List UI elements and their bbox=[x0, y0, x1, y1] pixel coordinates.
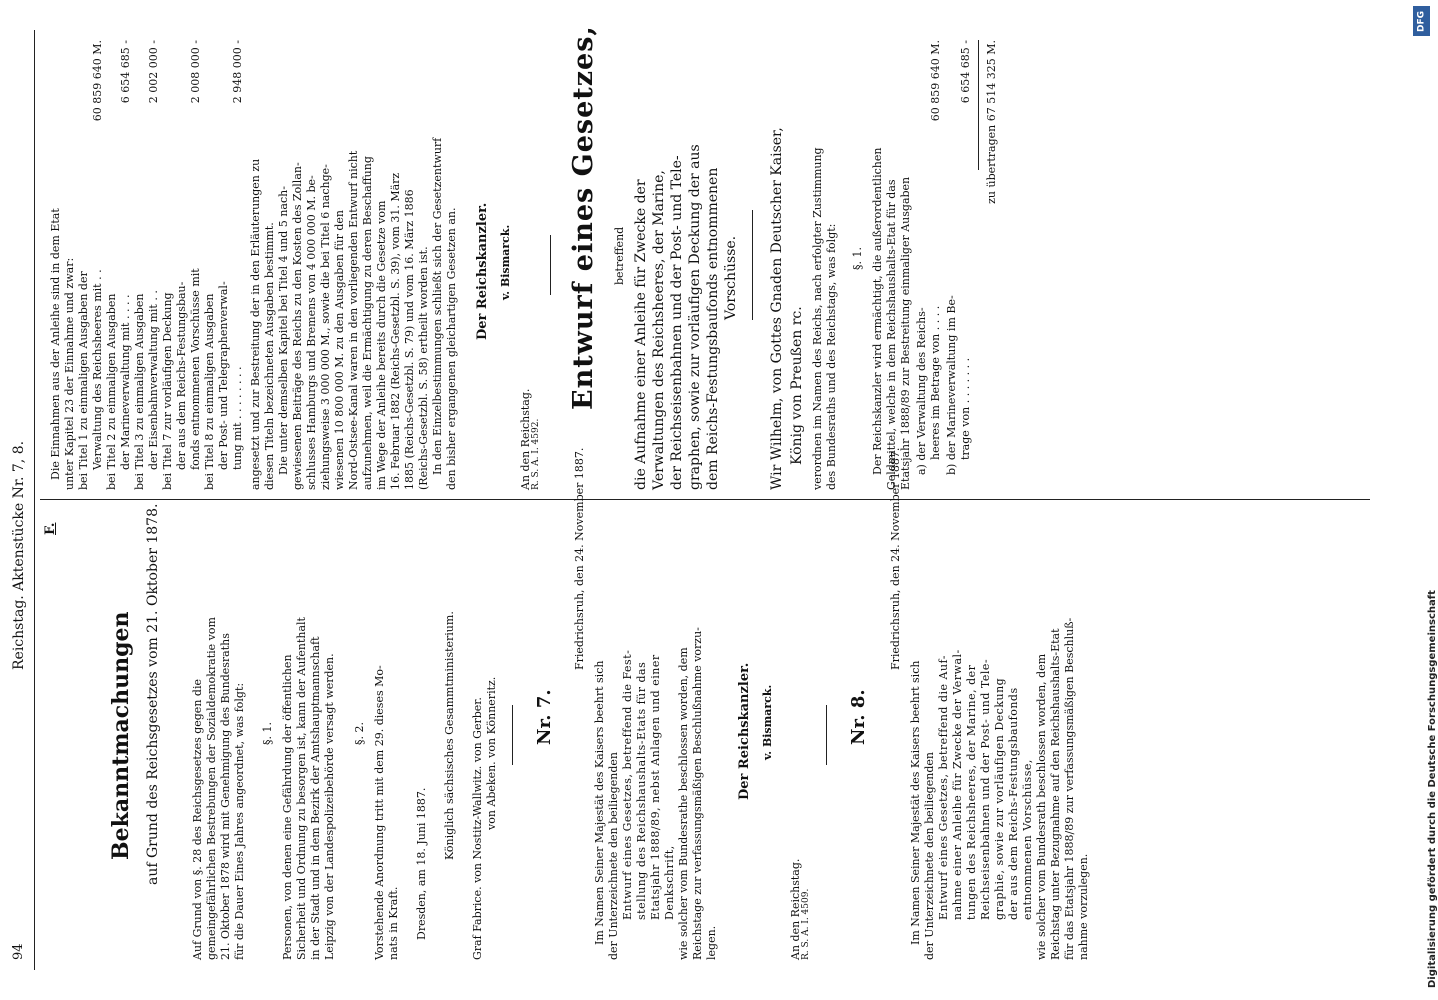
page-number: 94 bbox=[11, 943, 26, 960]
nr7-addressee: An den Reichstag. bbox=[789, 858, 802, 960]
nr8-heading: Nr. 8. bbox=[848, 689, 869, 745]
paragraph-1-line: Leipzig von der Landespolizeibehörde versagt werden. bbox=[323, 653, 336, 960]
nr8-body-line: wie solcher vom Bundesrath beschlossen worden, dem bbox=[1035, 653, 1048, 960]
nr7-body-line: stellung des Reichshaushalts-Etats für das bbox=[635, 661, 648, 920]
right-body-line: aufzunehmen, weil die Ermächtigung zu deren Beschaffung bbox=[361, 156, 374, 490]
loan-item-text: der Marineverwaltung mit . . . . bbox=[119, 294, 132, 470]
signatories: Graf Fabrice. von Nostitz-Wallwitz. von Gerber. bbox=[471, 697, 484, 960]
loan-item-text: bei Titel 2 zu einmaligen Ausgaben bbox=[105, 293, 118, 490]
paragraph-1-line: Personen, von denen eine Gefährdung der öffentlichen bbox=[281, 654, 294, 960]
right-signer: v. Bismarck. bbox=[499, 224, 512, 300]
nr8-body-line: nahme vorzulegen. bbox=[1077, 853, 1090, 960]
separator-rule bbox=[826, 705, 827, 765]
loan-item-text: fonds entnommenen Vorschüsse mit bbox=[189, 268, 202, 470]
section-1-item: trage von . . . . . . . bbox=[959, 357, 972, 460]
draft-subject-line: Verwaltungen des Reichsheeres, der Marine, bbox=[651, 170, 667, 490]
section-1-amount: 60 859 640 M. bbox=[929, 40, 942, 122]
draft-subject-line: der Reichseisenbahnen und der Post- und Tele- bbox=[669, 155, 685, 490]
nr7-body-line: Denkschrift, bbox=[663, 845, 676, 920]
section-1-line: Geldmittel, welche in dem Reichshaushalts-Etat für das bbox=[885, 179, 898, 490]
signatories: von Abeken. von Könneritz. bbox=[485, 676, 498, 830]
section-1-item: b) der Marineverwaltung im Be- bbox=[945, 295, 958, 475]
nr8-body-line: der Unterzeichnete den beiliegenden bbox=[923, 752, 936, 960]
draft-subject-line: dem Reichs-Festungsbaufonds entnommenen bbox=[705, 167, 721, 490]
loan-item-text: Verwaltung des Reichsheeres mit . . bbox=[91, 269, 104, 470]
section-1-line: Der Reichskanzler wird ermächtigt, die außerordentlichen bbox=[871, 147, 884, 475]
section-1-amount: 6 654 685 - bbox=[959, 40, 972, 104]
right-body-line: 16. Februar 1882 (Reichs-Gesetzbl. S. 39), vom 31. März bbox=[389, 172, 402, 490]
right-addressee: An den Reichstag. bbox=[519, 388, 532, 490]
right-body-line: ziehungsweise 3 000 000 M., sowie die bei Titel 6 nachge- bbox=[319, 164, 332, 490]
draft-subject-line: die Aufnahme einer Anleihe für Zwecke der bbox=[633, 179, 649, 490]
paragraph-1-heading: §. 1. bbox=[261, 722, 274, 745]
section-1-heading: §. 1. bbox=[851, 247, 864, 270]
loan-item-text: bei Titel 1 zu einmaligen Ausgaben der bbox=[77, 271, 90, 490]
right-body-line: angesetzt und zur Bestreitung der in den Erläuterungen zu bbox=[249, 158, 262, 490]
section-1-item: a) der Verwaltung des Reichs- bbox=[915, 307, 928, 475]
paragraph-1-line: in der Stadt und in dem Bezirk der Amtshauptmannschaft bbox=[309, 636, 322, 960]
column-divider bbox=[40, 499, 1370, 500]
enacting-formula: König von Preußen rc. bbox=[789, 306, 805, 465]
right-intro-line: Die Einnahmen aus der Anleihe sind in dem Etat bbox=[49, 208, 62, 480]
dfg-logo: DFG bbox=[1413, 6, 1430, 36]
loan-item-text: tung mit . . . . . . . . bbox=[231, 366, 244, 470]
separator-rule bbox=[550, 235, 551, 295]
right-body-line: wiesenen 10 800 000 M. zu den Ausgaben für den bbox=[333, 210, 346, 490]
section-1-item: heeres im Betrage von . . . . bbox=[929, 305, 942, 460]
separator-rule bbox=[752, 210, 753, 320]
nr7-signer: v. Bismarck. bbox=[761, 684, 774, 760]
nr7-body-line: der Unterzeichnete den beiliegenden bbox=[607, 752, 620, 960]
nr8-body-line: nahme einer Anleihe für Zwecke der Verwal- bbox=[951, 649, 964, 920]
enacting-formula: des Bundesraths und des Reichstags, was folgt: bbox=[825, 223, 838, 490]
nr7-heading: Nr. 7. bbox=[534, 689, 555, 745]
loan-item-text: bei Titel 3 zu einmaligen Ausgaben bbox=[133, 293, 146, 490]
loan-item-text: der Post- und Telegraphenverwal- bbox=[217, 281, 230, 470]
left-title: Bekanntmachungen bbox=[108, 611, 134, 860]
right-body-line: 1885 (Reichs-Gesetzbl. S. 79) und vom 16. März 1886 bbox=[403, 189, 416, 490]
intro-line: für die Dauer Eines Jahres angeordnet, was folgt: bbox=[233, 682, 246, 960]
right-body-line: den bisher ergangenen gleichartigen Gesetzen an. bbox=[445, 207, 458, 490]
nr8-place-date: Friedrichsruh, den 24. November 1887. bbox=[889, 447, 902, 670]
loan-item-amount: 2 008 000 - bbox=[189, 40, 202, 104]
right-signer-title: Der Reichskanzler. bbox=[475, 202, 490, 340]
draft-subject-line: graphen, sowie zur vorläufigen Deckung der aus bbox=[687, 144, 703, 490]
nr8-body-line: graphie, sowie zur vorläufigen Deckung bbox=[993, 677, 1006, 920]
nr7-addressee-ref: R. S. A. I. 4509. bbox=[801, 888, 811, 960]
section-1-line: Etatsjahr 1888/89 zur Bestreitung einmaliger Ausgaben bbox=[899, 176, 912, 490]
nr7-signer-title: Der Reichskanzler. bbox=[737, 662, 752, 800]
right-addressee-ref: R. S. A. I. 4592. bbox=[531, 418, 541, 490]
loan-item-amount: 6 654 685 - bbox=[119, 40, 132, 104]
nr7-body-line: Etatsjahr 1888/89, nebst Anlagen und einer bbox=[649, 654, 662, 920]
nr8-body-line: entnommenen Vorschüsse, bbox=[1021, 759, 1034, 920]
right-body-line: (Reichs-Gesetzbl. S. 58) ertheilt worden ist. bbox=[417, 246, 430, 490]
paragraph-1-line: Sicherheit und Ordnung zu besorgen ist, kann der Aufenthalt bbox=[295, 617, 308, 960]
sum-rule bbox=[978, 40, 979, 170]
nr7-body-line: Im Namen Seiner Majestät des Kaisers beehrt sich bbox=[593, 660, 606, 945]
nr7-body-line: Entwurf eines Gesetzes, betreffend die Fest- bbox=[621, 649, 634, 920]
separator-rule bbox=[512, 705, 513, 765]
right-body-line: Die unter demselben Kapitel bei Titel 4 und 5 nach- bbox=[277, 186, 290, 475]
draft-subject-line: Vorschüsse. bbox=[723, 235, 739, 320]
loan-item-text: der aus dem Reichs-Festungsbau- bbox=[175, 281, 188, 470]
draft-betreffend: betreffend bbox=[613, 226, 626, 285]
nr8-body-line: Reichstag unter Bezugnahme auf den Reichshaushalts-Etat bbox=[1049, 628, 1062, 960]
nr7-body-line: wie solcher vom Bundesrathe beschlossen worden, dem bbox=[677, 647, 690, 960]
right-body-line: schlusses Hamburgs und Bremens von 4 000 000 M. be- bbox=[305, 175, 318, 490]
left-subtitle: auf Grund des Reichsgesetzes vom 21. Oktober 1878. bbox=[145, 503, 161, 885]
running-title: Reichstag. Aktenstücke Nr. 7, 8. bbox=[11, 440, 27, 670]
loan-item-text: bei Titel 7 zur vorläufigen Deckung bbox=[161, 292, 174, 490]
right-body-line: im Wege der Anleihe bereits durch die Gesetze vom bbox=[375, 200, 388, 490]
paragraph-2-line: Vorstehende Anordnung tritt mit dem 29. dieses Mo- bbox=[373, 665, 386, 960]
nr8-body-line: Entwurf eines Gesetzes, betreffend die Auf- bbox=[937, 655, 950, 920]
nr8-body-line: tungen des Reichsheeres, der Marine, der bbox=[965, 664, 978, 920]
dfg-banner-text: Digitalisierung gefördert durch die Deutsche Forschungsgemeinschaft bbox=[1427, 590, 1438, 988]
paragraph-2-line: nats in Kraft. bbox=[387, 886, 400, 960]
draft-title: Entwurf eines Gesetzes, bbox=[568, 25, 599, 410]
carry-over: zu übertragen 67 514 325 M. bbox=[985, 40, 998, 204]
section-letter: F. bbox=[43, 522, 58, 535]
loan-item-amount: 2 948 000 - bbox=[231, 40, 244, 104]
right-body-line: diesen Titeln bezeichneten Ausgaben bestimmt. bbox=[263, 222, 276, 490]
nr7-place-date: Friedrichsruh, den 24. November 1887. bbox=[573, 447, 586, 670]
ministry: Königlich sächsisches Gesammtministerium. bbox=[443, 611, 456, 860]
right-body-line: In den Einzelbestimmungen schließt sich der Gesetzentwurf bbox=[431, 137, 444, 475]
right-body-line: gewiesenen Beiträge des Reichs zu den Kosten des Zollan- bbox=[291, 162, 304, 490]
place-date: Dresden, am 18. Juni 1887. bbox=[415, 787, 428, 940]
nr8-body-line: Im Namen Seiner Majestät des Kaisers beehrt sich bbox=[909, 660, 922, 945]
nr8-body-line: der aus dem Reichs-Festungsbaufonds bbox=[1007, 687, 1020, 920]
loan-item-text: der Eisenbahnverwaltung mit . . bbox=[147, 290, 160, 470]
enacting-formula: verordnen im Namen des Reichs, nach erfolgter Zustimmung bbox=[811, 147, 824, 490]
right-body-line: Nord-Ostsee-Kanal waren in den vorliegenden Entwurf nicht bbox=[347, 150, 360, 490]
loan-item-text: bei Titel 8 zu einmaligen Ausgaben bbox=[203, 293, 216, 490]
enacting-formula: Wir Wilhelm, von Gottes Gnaden Deutscher Kaiser, bbox=[769, 127, 785, 490]
paragraph-2-heading: §. 2. bbox=[353, 722, 366, 745]
right-intro-line: unter Kapitel 23 der Einnahme und zwar: bbox=[63, 257, 76, 490]
nr8-body-line: für das Etatsjahr 1888/89 zur verfassungsmäßigen Beschluß- bbox=[1063, 617, 1076, 960]
intro-line: Auf Grund von §. 28 des Reichsgesetzes gegen die bbox=[191, 679, 204, 960]
intro-line: 21. Oktober 1878 wird mit Genehmigung des Bundesraths bbox=[219, 633, 232, 960]
nr8-body-line: Reichseisenbahnen und der Post- und Tele- bbox=[979, 658, 992, 920]
loan-item-amount: 60 859 640 M. bbox=[91, 40, 104, 122]
nr7-body-line: Reichstage zur verfassungsmäßigen Beschlußnahme vorzu- bbox=[691, 627, 704, 960]
loan-item-amount: 2 002 000 - bbox=[147, 40, 160, 104]
intro-line: gemeingefährlichen Bestrebungen der Sozialdemokratie vom bbox=[205, 617, 218, 960]
header-rule bbox=[34, 30, 35, 970]
nr7-body-line: legen. bbox=[705, 925, 718, 960]
